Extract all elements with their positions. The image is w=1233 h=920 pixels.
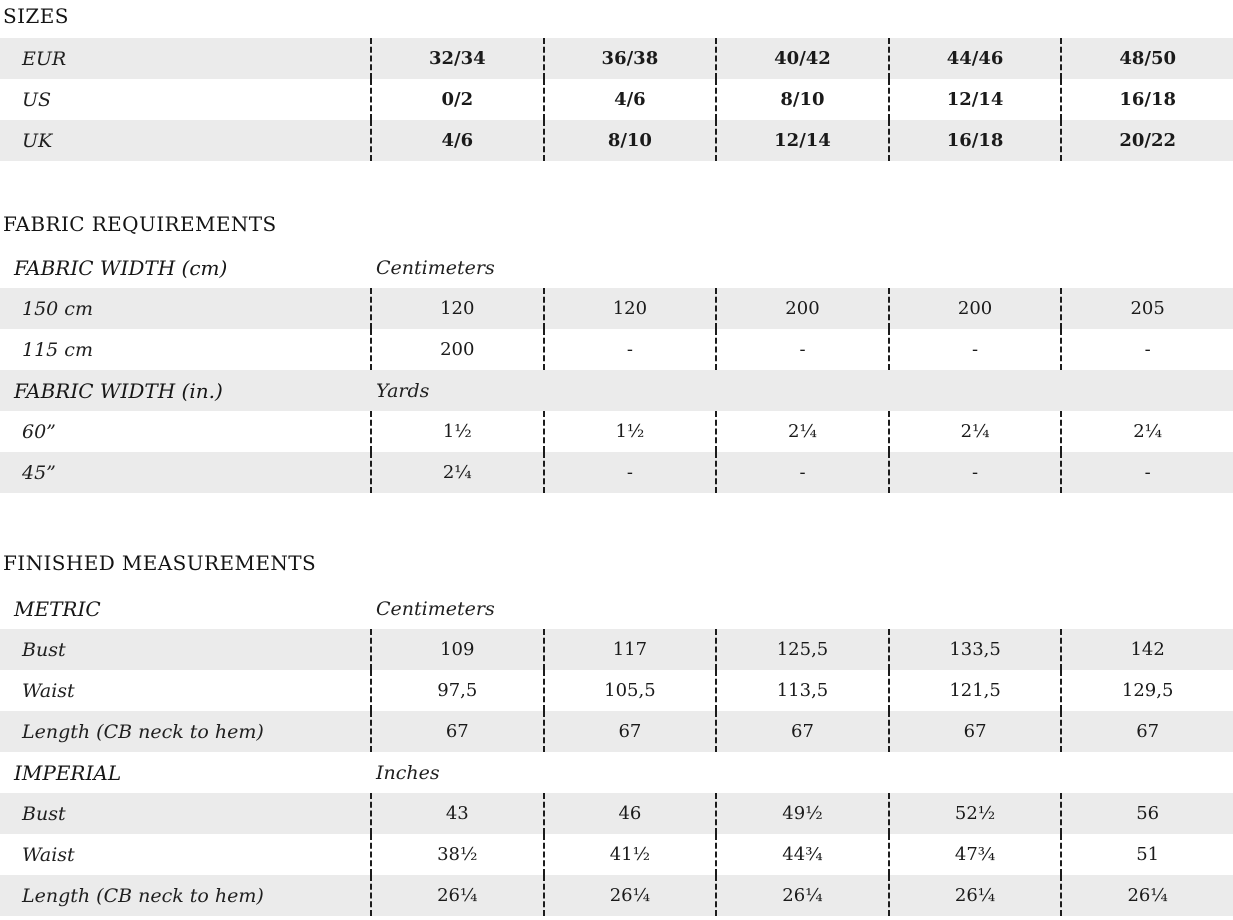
row-metric-length: [0, 711, 1233, 752]
row-label: 150 cm: [22, 297, 93, 320]
row-label: 45”: [22, 461, 56, 484]
value-cell: 2¼: [715, 411, 888, 452]
unit-label: Centimeters: [376, 597, 495, 620]
row-label: Bust: [22, 638, 66, 661]
finished-measurements-title: FINISHED MEASUREMENTS: [3, 551, 317, 575]
row-label: 60”: [22, 420, 56, 443]
value-cell: 36/38: [543, 38, 716, 79]
row-eur: [0, 38, 1233, 79]
value-cell: 41½: [543, 834, 716, 875]
value-cell: 205: [1060, 288, 1233, 329]
row-uk: [0, 120, 1233, 161]
value-cell: 8/10: [543, 120, 716, 161]
row-60in: [0, 411, 1233, 452]
unit-label: Yards: [376, 379, 430, 402]
row-label: 115 cm: [22, 338, 93, 361]
row-imperial-header: [0, 752, 1233, 793]
value-cell: 48/50: [1060, 38, 1233, 79]
value-cell: 44/46: [888, 38, 1061, 79]
value-cell: 97,5: [370, 670, 543, 711]
value-cell: 2¼: [1060, 411, 1233, 452]
value-cell: -: [1060, 452, 1233, 493]
value-cell: 1½: [543, 411, 716, 452]
value-cell: 16/18: [888, 120, 1061, 161]
value-cell: 38½: [370, 834, 543, 875]
fabric-requirements-section: [0, 212, 1233, 493]
value-cell: 47¾: [888, 834, 1061, 875]
value-cell: 117: [543, 629, 716, 670]
row-label: EUR: [22, 47, 67, 70]
value-cell: 26¼: [543, 875, 716, 916]
row-imperial-waist: [0, 834, 1233, 875]
value-cell: 26¼: [370, 875, 543, 916]
value-cell: 109: [370, 629, 543, 670]
value-cell: 120: [370, 288, 543, 329]
value-cell: 67: [370, 711, 543, 752]
size-chart-page: [0, 4, 1233, 916]
row-fabric-width-cm-header: [0, 247, 1233, 288]
value-cell: 52½: [888, 793, 1061, 834]
value-cell: 142: [1060, 629, 1233, 670]
value-cell: 105,5: [543, 670, 716, 711]
value-cell: 4/6: [543, 79, 716, 120]
value-cell: 26¼: [1060, 875, 1233, 916]
fabric-requirements-title: FABRIC REQUIREMENTS: [3, 212, 277, 236]
value-cell: 200: [370, 329, 543, 370]
value-cell: 133,5: [888, 629, 1061, 670]
unit-label: Inches: [376, 761, 440, 784]
row-metric-header: [0, 588, 1233, 629]
value-cell: 26¼: [715, 875, 888, 916]
value-cell: 4/6: [370, 120, 543, 161]
value-cell: 200: [715, 288, 888, 329]
value-cell: -: [888, 329, 1061, 370]
row-metric-bust: [0, 629, 1233, 670]
value-cell: 26¼: [888, 875, 1061, 916]
value-cell: 12/14: [888, 79, 1061, 120]
value-cell: 46: [543, 793, 716, 834]
row-label: FABRIC WIDTH (in.): [14, 378, 223, 403]
value-cell: 2¼: [370, 452, 543, 493]
value-cell: 67: [888, 711, 1061, 752]
value-cell: 121,5: [888, 670, 1061, 711]
row-imperial-length: [0, 875, 1233, 916]
row-45in: [0, 452, 1233, 493]
finished-measurements-section: [0, 551, 1233, 916]
value-cell: 40/42: [715, 38, 888, 79]
row-label: Length (CB neck to hem): [22, 720, 264, 743]
value-cell: 125,5: [715, 629, 888, 670]
row-us: [0, 79, 1233, 120]
fabric-table: [0, 247, 1233, 493]
row-metric-waist: [0, 670, 1233, 711]
row-label: FABRIC WIDTH (cm): [14, 255, 228, 280]
value-cell: -: [715, 329, 888, 370]
row-label: Length (CB neck to hem): [22, 884, 264, 907]
value-cell: 129,5: [1060, 670, 1233, 711]
value-cell: -: [888, 452, 1061, 493]
value-cell: 32/34: [370, 38, 543, 79]
value-cell: 43: [370, 793, 543, 834]
value-cell: 12/14: [715, 120, 888, 161]
value-cell: 2¼: [888, 411, 1061, 452]
value-cell: 51: [1060, 834, 1233, 875]
row-150cm: [0, 288, 1233, 329]
value-cell: -: [715, 452, 888, 493]
value-cell: 67: [1060, 711, 1233, 752]
row-fabric-width-in-header: [0, 370, 1233, 411]
value-cell: 20/22: [1060, 120, 1233, 161]
value-cell: 113,5: [715, 670, 888, 711]
value-cell: 120: [543, 288, 716, 329]
row-label: IMPERIAL: [14, 760, 122, 785]
value-cell: 67: [715, 711, 888, 752]
sizes-table: [0, 38, 1233, 161]
row-label: Waist: [22, 679, 75, 702]
row-label: UK: [22, 129, 53, 152]
value-cell: 44¾: [715, 834, 888, 875]
value-cell: 56: [1060, 793, 1233, 834]
value-cell: 67: [543, 711, 716, 752]
row-label: Bust: [22, 802, 66, 825]
row-label: US: [22, 88, 52, 111]
value-cell: 200: [888, 288, 1061, 329]
unit-label: Centimeters: [376, 256, 495, 279]
value-cell: 49½: [715, 793, 888, 834]
value-cell: -: [543, 329, 716, 370]
sizes-title: SIZES: [3, 4, 69, 28]
row-label: METRIC: [14, 596, 101, 621]
value-cell: -: [543, 452, 716, 493]
value-cell: 8/10: [715, 79, 888, 120]
row-imperial-bust: [0, 793, 1233, 834]
sizes-section: [0, 4, 1233, 161]
row-label: Waist: [22, 843, 75, 866]
value-cell: 1½: [370, 411, 543, 452]
row-115cm: [0, 329, 1233, 370]
value-cell: 16/18: [1060, 79, 1233, 120]
value-cell: -: [1060, 329, 1233, 370]
value-cell: 0/2: [370, 79, 543, 120]
measurements-table: [0, 588, 1233, 916]
